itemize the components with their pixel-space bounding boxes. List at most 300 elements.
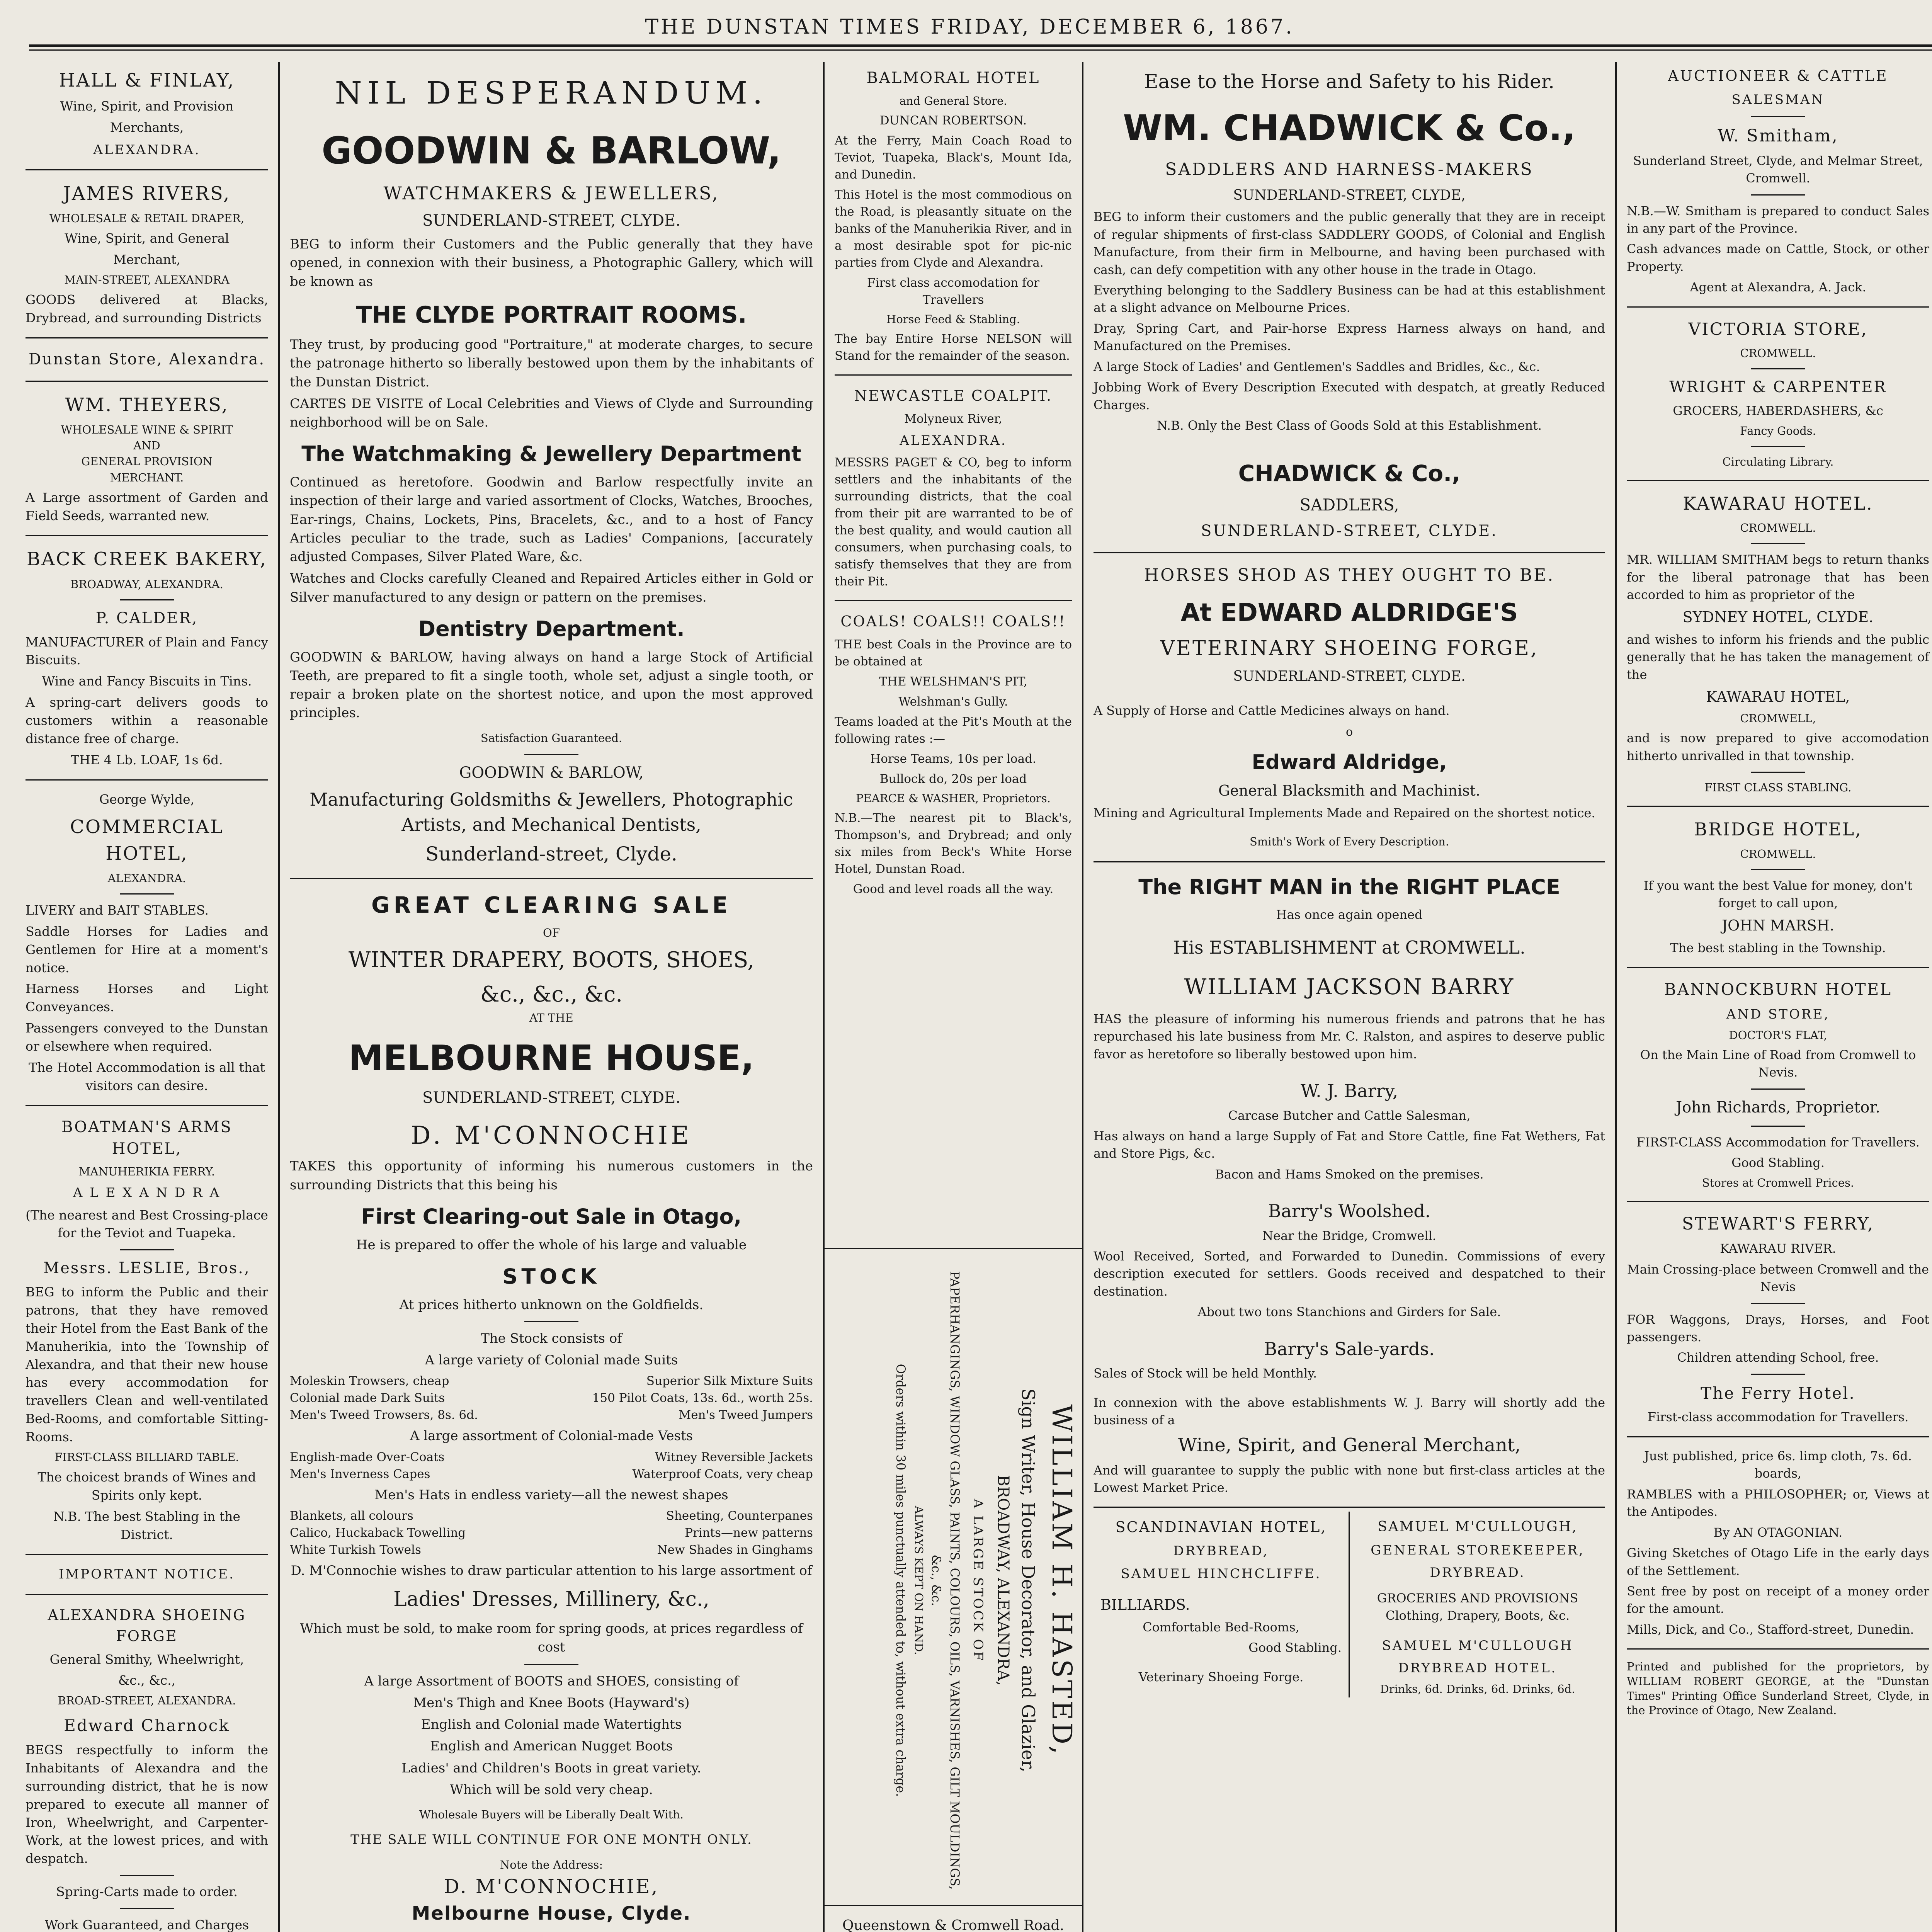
drinks: Drinks, 6d. Drinks, 6d. Drinks, 6d. (1380, 1682, 1575, 1696)
wine-merchant: Wine, Spirit, and General Merchant, (1178, 1434, 1521, 1456)
balmoral-line: and General Store. (899, 94, 1007, 107)
chadwick-text: N.B. Only the Best Class of Goods Sold at this Establishment. (1156, 418, 1542, 433)
sent-free: Sent free by post on receipt of a money order for the amount. (1627, 1583, 1929, 1616)
scandinavian-owner: SAMUEL HINCHCLIFFE. (1121, 1566, 1321, 1582)
boots-line: Ladies' and Children's Boots in great variety. (401, 1760, 701, 1776)
short-rule (524, 1321, 578, 1322)
bannockburn-hotel: BANNOCKBURN HOTEL (1664, 980, 1892, 999)
commercial-hotel-title: COMMERCIAL HOTEL, (70, 816, 224, 864)
shoeing-forge: Veterinary Shoeing Forge. (1138, 1669, 1304, 1684)
chadwick-title: WM. CHADWICK & Co., (1123, 107, 1576, 149)
bridge-text: If you want the best Value for money, don't forget to call upon, (1643, 878, 1913, 911)
wright-carpenter: WRIGHT & CARPENTER (1669, 378, 1887, 396)
divider (1627, 1201, 1929, 1202)
chadwick-text: Dray, Spring Cart, and Pair-horse Express Harness always on hand, and Manufactured on the Premises. (1094, 321, 1605, 354)
mccullough-text: GROCERIES AND PROVISIONS Clothing, Drapery, Boots, &c. (1377, 1591, 1578, 1623)
smith-work: Smith's Work of Every Description. (1249, 835, 1449, 848)
blanket-left: Blankets, all colours (290, 1509, 413, 1523)
boots-line: English and American Nugget Boots (430, 1738, 673, 1754)
hasted-advertisement (831, 1260, 1082, 1901)
masthead-rule (29, 44, 1932, 47)
mills-dick: Mills, Dick, and Co., Stafford-street, Dunedin. (1627, 1622, 1914, 1637)
sale-text: At prices hitherto unknown on the Goldfields. (399, 1297, 704, 1313)
stock-sales: Sales of Stock will be held Monthly. (1094, 1366, 1317, 1381)
marsh-text: The best stabling in the Township. (1670, 940, 1886, 955)
divider (1094, 861, 1605, 862)
mccullough-title: SAMUEL M'CULLOUGH, (1378, 1519, 1578, 1535)
establishment: His ESTABLISHMENT at CROMWELL. (1173, 937, 1526, 958)
coals-text: Teams loaded at the Pit's Mouth at the following rates :— (835, 714, 1072, 746)
barry-text: HAS the pleasure of informing his numerous friends and patrons that he has repurchased his late business from Mr. C. Ralston, and aspires to deserve public favor as heretofore so liberally bestowed upon him. (1094, 1011, 1605, 1061)
satisfaction: Satisfaction Guaranteed. (480, 731, 622, 745)
livery-text: Passengers conveyed to the Dunstan or elsewhere when required. (26, 1020, 268, 1054)
divider (835, 600, 1072, 601)
balmoral-text: Horse Feed & Stabling. (886, 313, 1020, 326)
boots-line: A large Assortment of BOOTS and SHOES, consisting of (364, 1673, 739, 1689)
james-rivers-title: JAMES RIVERS, (63, 183, 231, 205)
balmoral-title: BALMORAL HOTEL (866, 69, 1040, 87)
sale-text: He is prepared to offer the whole of his large and valuable (356, 1237, 747, 1253)
stock-heading: STOCK (502, 1264, 600, 1289)
leslie-text: BEG to inform the Public and their patrons, that they have removed their Hotel from the East Bank of the Manuherikia, into the Township of Alexandra, and that their new house has every accommodation for travellers Clean and well-ventilated Bed-Rooms, and comfortable Sitting-Rooms. (26, 1284, 268, 1444)
suit-left: Colonial made Dark Suits (290, 1391, 445, 1405)
chadwick-text: Everything belonging to the Saddlery Business can be had at this establishment at a slight advance on Melbourne Prices. (1094, 282, 1605, 315)
short-rule (1751, 543, 1805, 544)
boatman-title: BOATMAN'S ARMS HOTEL, (61, 1118, 232, 1158)
short-rule (1751, 116, 1805, 117)
divider (290, 878, 813, 879)
goodwin-text: Continued as heretofore. Goodwin and Barlow respectfully invite an inspection of their large and varied assortment of Clocks, Watches, Brooches, Ear-rings, Chains, Lockets, Pins, Bracelets, &c., and to a host of Fancy Articles peculiar to the trade, such as Ladies' Companions, [accurately adjusted Compases, Silver Plated Ware, &c. (290, 474, 813, 565)
blanket-right: Prints—new patterns (685, 1526, 813, 1540)
coats-row (290, 1466, 813, 1483)
mccullough-trade: GENERAL STOREKEEPER, (1371, 1542, 1585, 1558)
hasted-stock: A LARGE STOCK OF (970, 1498, 986, 1662)
hasted-place: BROADWAY, ALEXANDRA, (994, 1475, 1012, 1686)
suits-row (290, 1406, 813, 1423)
balmoral-text: At the Ferry, Main Coach Road to Teviot, Tuapeka, Black's, Mount Ida, and Dunedin. (835, 133, 1072, 182)
short-rule (1751, 1088, 1805, 1090)
richards-stabling: Good Stabling. (1731, 1155, 1825, 1170)
goodwin-text: They trust, by producing good "Portraiture," at moderate charges, to secure the patronage hitherto so liberally bestowed upon them by the inhabitants of the Dunstan District. (290, 337, 813, 390)
bannockburn-store: AND STORE, (1726, 1006, 1830, 1022)
column-5 (1617, 62, 1932, 1932)
kawarau-hotel-2: KAWARAU HOTEL, (1706, 688, 1850, 706)
important-notice: IMPORTANT NOTICE. (59, 1566, 235, 1582)
stewart-text: Children attending School, free. (1677, 1350, 1879, 1365)
stabling: Good Stabling. (1248, 1640, 1342, 1655)
smitham-agent: Agent at Alexandra, A. Jack. (1690, 280, 1866, 295)
divider (825, 1248, 1082, 1249)
coal-line: Molyneux River, (904, 412, 1002, 426)
james-rivers-line: MAIN-STREET, ALEXANDRA (64, 273, 230, 287)
blankets-row (290, 1524, 813, 1541)
horses-shod: HORSES SHOD AS THEY OUGHT TO BE. (1144, 565, 1555, 585)
chadwick-text: BEG to inform their customers and the public generally that they are in receipt of regular shipments of first-class SADDLERY GOODS, of Colonial and English Manufacture, from their firm in Melbourne, and having been purchased with cash, can defy competition with any other house in the trade in Otago. (1094, 209, 1605, 277)
hasted-name: WILLIAM H. HASTED, (1046, 1404, 1078, 1757)
short-rule (524, 754, 578, 755)
first-sale-heading: First Clearing-out Sale in Otago, (361, 1204, 742, 1229)
balmoral-name: DUNCAN ROBERTSON. (879, 113, 1027, 128)
suit-right: Superior Silk Mixture Suits (646, 1374, 813, 1388)
calder-text: A spring-cart delivers goods to customers within a reasonable distance free of charge. (26, 695, 268, 746)
aldridge-heading: At EDWARD ALDRIDGE'S (1180, 598, 1518, 627)
leslie-nb: N.B. The best Stabling in the District. (53, 1509, 241, 1542)
coals-roads: Good and level roads all the way. (853, 882, 1054, 896)
suit-left: Moleskin Trowsers, cheap (290, 1374, 449, 1388)
james-rivers-line: WHOLESALE & RETAIL DRAPER, (49, 212, 245, 225)
blanket-left: Calico, Huckaback Towelling (290, 1526, 466, 1540)
barry-text: Bacon and Hams Smoked on the premises. (1215, 1167, 1484, 1182)
hall-finlay-title: HALL & FINLAY, (59, 70, 235, 91)
coat-right: Waterproof Coats, very cheap (632, 1467, 813, 1481)
kawarau-text: and wishes to inform his friends and the public generally that he has taken the management of the (1627, 632, 1929, 682)
james-rivers-line: Merchant, (113, 252, 180, 267)
goodwin-text: GOODWIN & BARLOW, having always on hand a large Stock of Artificial Teeth, are prepared to fit a single tooth, whole set, adjust a single tooth, or repair a broken plate on the shortest notice, and upon the most approved principles. (290, 649, 813, 721)
balmoral-text: First class accomodation for Travellers (867, 276, 1039, 307)
goodwin-signature: GOODWIN & BARLOW, (459, 764, 644, 782)
john-richards: John Richards, Proprietor. (1676, 1098, 1880, 1116)
mccullough-sig: SAMUEL M'CULLOUGH (1382, 1638, 1573, 1653)
back-creek-bakery-title: BACK CREEK BAKERY, (26, 548, 267, 570)
rambles-title: RAMBLES with a PHILOSOPHER; or, Views at the Antipodes. (1627, 1486, 1929, 1519)
boatman-text: (The nearest and Best Crossing-place for the Teviot and Tuapeka. (26, 1207, 268, 1241)
chadwick-street-sig: SUNDERLAND-STREET, CLYDE. (1201, 522, 1498, 540)
auctioneer-title: AUCTIONEER & CATTLE (1668, 67, 1888, 84)
short-rule (1751, 772, 1805, 773)
note-address: Note the Address: (500, 1858, 603, 1871)
short-rule (1751, 869, 1805, 870)
wholesale-buyers: Wholesale Buyers will be Liberally Dealt With. (419, 1808, 684, 1821)
column-2 (280, 62, 823, 1932)
saleyards: Barry's Sale-yards. (1264, 1338, 1435, 1359)
boatman-place: A L E X A N D R A (73, 1185, 221, 1201)
goodwin-signature: Manufacturing Goldsmiths & Jewellers, Photographic Artists, and Mechanical Dentists, (310, 789, 793, 835)
theyers-line: AND (133, 439, 160, 452)
right-man-heading: The RIGHT MAN in the RIGHT PLACE (1138, 874, 1560, 899)
theyers-line: MERCHANT. (110, 471, 184, 484)
richards-stores: Stores at Cromwell Prices. (1702, 1176, 1854, 1189)
chadwick-saddlers: SADDLERS, (1299, 495, 1399, 514)
mconnochie-name: D. M'CONNOCHIE (411, 1121, 692, 1150)
leslie-billiard: FIRST-CLASS BILLIARD TABLE. (54, 1450, 239, 1464)
blankets-row (290, 1507, 813, 1524)
victoria-place: CROMWELL. (1740, 347, 1816, 360)
divider (1627, 1436, 1929, 1437)
butcher: Carcase Butcher and Cattle Salesman, (1228, 1108, 1471, 1123)
kawarau-text: MR. WILLIAM SMITHAM begs to return thanks for the liberal patronage that has been accorded to him as proprietor of the (1627, 552, 1929, 602)
aldridge-name: Edward Aldridge, (1252, 750, 1447, 774)
scandinavian-ad (1094, 1512, 1349, 1697)
divider (26, 337, 268, 338)
shoeing-forge-title: ALEXANDRA SHOEING FORGE (48, 1606, 246, 1645)
stewart-text: FOR Waggons, Drays, Horses, and Foot passengers. (1627, 1312, 1929, 1344)
divider (26, 1594, 268, 1595)
james-rivers-line: Wine, Spirit, and General (65, 231, 229, 246)
coals-nb: N.B.—The nearest pit to Black's, Thompson's, and Drybread; and only six miles from Beck's White Horse Hotel, Dunstan Road. (835, 811, 1072, 876)
hall-finlay-place: ALEXANDRA. (93, 142, 201, 158)
coat-left: English-made Over-Coats (290, 1450, 445, 1464)
blanket-left: White Turkish Towels (290, 1543, 421, 1557)
ferry-text: First-class accommodation for Travellers. (1647, 1410, 1909, 1425)
mconnochie-signature: D. M'CONNOCHIE, (444, 1875, 659, 1898)
charnock-carts: Spring-Carts made to order. (56, 1884, 238, 1900)
dunstan-store: Dunstan Store, Alexandra. (28, 350, 265, 369)
scandinavian-title: SCANDINAVIAN HOTEL, (1115, 1519, 1327, 1536)
ease-heading: Ease to the Horse and Safety to his Rider. (1144, 70, 1554, 93)
sale-of: OF (543, 926, 560, 939)
leslie-wines: The choicest brands of Wines and Spirits only kept. (37, 1469, 256, 1503)
divider (26, 1105, 268, 1106)
calder-loaf: THE 4 Lb. LOAF, 1s 6d. (71, 752, 223, 767)
divider (1627, 967, 1929, 968)
ornament: o (1345, 725, 1353, 739)
boots-line: Men's Thigh and Knee Boots (Hayward's) (413, 1695, 690, 1711)
divider (26, 169, 268, 170)
balmoral-text: This Hotel is the most commodious on the Road, is pleasantly situate on the banks of the Manuherikia River, and in a most desirable spot for pic-nic parties from Clyde and Alexandra. (835, 188, 1072, 270)
welshman-pit: THE WELSHMAN'S PIT, (879, 674, 1027, 689)
column-4 (1083, 62, 1615, 1932)
short-rule (1751, 194, 1805, 196)
billiards: BILLIARDS. (1100, 1596, 1190, 1613)
reopened: Has once again opened (1276, 907, 1423, 922)
coals-rate: Bullock do, 20s per load (879, 772, 1027, 786)
aldridge-trade: General Blacksmith and Machinist. (1218, 782, 1480, 799)
kawarau-text: and is now prepared to give accomodation hitherto unrivalled in that township. (1627, 731, 1929, 763)
coal-place: ALEXANDRA. (900, 433, 1007, 449)
sale-month: THE SALE WILL CONTINUE FOR ONE MONTH ONLY. (350, 1832, 752, 1848)
column-3-lower (825, 1913, 1082, 1932)
stewart-river: KAWARAU RIVER. (1720, 1241, 1836, 1256)
short-rule (1751, 368, 1805, 369)
suits-intro: A large variety of Colonial made Suits (425, 1352, 678, 1368)
sale-etc: &c., &c., &c. (480, 982, 623, 1007)
stewart-text: Main Crossing-place between Cromwell and the Nevis (1627, 1262, 1929, 1294)
balmoral-text: The bay Entire Horse NELSON will Stand for the remainder of the season. (835, 332, 1072, 363)
short-rule (1751, 1126, 1805, 1127)
blankets-row (290, 1541, 813, 1558)
sale-text: TAKES this opportunity of informing his numerous customers in the surrounding Districts that this being his (290, 1158, 813, 1193)
divider (26, 381, 268, 382)
stanchions: About two tons Stanchions and Girders for Sale. (1197, 1304, 1501, 1320)
suit-left: Men's Tweed Trowsers, 8s. 6d. (290, 1408, 478, 1422)
divider (825, 1905, 1082, 1906)
short-rule (1751, 1303, 1805, 1304)
coat-left: Men's Inverness Capes (290, 1467, 430, 1481)
hall-finlay-line: Wine, Spirit, and Provision (60, 99, 234, 114)
forge-line: BROAD-STREET, ALEXANDRA. (58, 1694, 236, 1708)
first-class-stabling: FIRST CLASS STABLING. (1704, 781, 1852, 794)
nil-desperandum: NIL DESPERANDUM. (335, 75, 768, 111)
coal-text: MESSRS PAGET & CO, beg to inform settlers and the inhabitants of the surrounding districts, that the coal from their pit are warranted to be of the best quality, and would caution all consumers, when purchasing coals, to satisfy themselves that they are from their Pit. (835, 455, 1072, 588)
livery-text: The Hotel Accommodation is all that visitors can desire. (29, 1060, 265, 1093)
bannockburn-text: On the Main Line of Road from Cromwell to Nevis. (1640, 1048, 1916, 1080)
divider (26, 535, 268, 536)
drybread-hotel: DRYBREAD HOTEL. (1398, 1660, 1557, 1676)
goodwin-street: SUNDERLAND-STREET, CLYDE. (422, 212, 681, 230)
wj-barry: W. J. Barry, (1300, 1080, 1398, 1102)
clearing-sale-heading: GREAT CLEARING SALE (371, 892, 731, 918)
kawarau-place: CROMWELL. (1740, 521, 1816, 535)
boots-line: English and Colonial made Watertights (421, 1717, 682, 1733)
bridge-place: CROMWELL. (1740, 847, 1816, 861)
circulating-library: Circulating Library. (1722, 455, 1834, 468)
newcastle-coalpit: NEWCASTLE COALPIT. (854, 387, 1053, 405)
column-1 (15, 62, 278, 1932)
connexion: In connexion with the above establishments W. J. Barry will shortly add the business of a (1094, 1395, 1605, 1427)
ladies-text: Which must be sold, to make room for spring goods, at prices regardless of cost (300, 1621, 803, 1655)
calder-text: MANUFACTURER of Plain and Fancy Biscuits. (26, 634, 268, 668)
smitham-cash: Cash advances made on Cattle, Stock, or other Property. (1627, 242, 1929, 274)
victoria-store: VICTORIA STORE, (1688, 319, 1868, 339)
short-rule (524, 1664, 578, 1665)
suits-row (290, 1372, 813, 1389)
theyers-line: WHOLESALE WINE & SPIRIT (61, 423, 233, 437)
doctors-flat: DOCTOR'S FLAT, (1729, 1028, 1827, 1042)
wright-trade: GROCERS, HABERDASHERS, &c (1673, 403, 1883, 418)
woolshed: Barry's Woolshed. (1268, 1201, 1431, 1222)
short-rule (1751, 446, 1805, 447)
melbourne-address: Melbourne House, Clyde. (412, 1902, 691, 1924)
smitham-addr: Sunderland Street, Clyde, and Melmar Street, Cromwell. (1633, 153, 1923, 186)
aldridge-text: A Supply of Horse and Cattle Medicines always on hand. (1094, 703, 1450, 718)
chadwick-trade: SADDLERS AND HARNESS-MAKERS (1165, 159, 1534, 179)
charnock-text: BEGS respectfully to inform the Inhabitants of Alexandra and the surrounding district, that he is now prepared to execute all manner of Iron, Wheelwright, and Carpenter-Work, at the lowest prices, and with despatch. (26, 1742, 268, 1866)
boatman-line: MANUHERIKIA FERRY. (78, 1165, 215, 1179)
hall-finlay-line: Merchants, (110, 120, 184, 135)
john-marsh: JOHN MARSH. (1721, 917, 1835, 934)
goodwin-barlow-title: GOODWIN & BARLOW, (321, 129, 781, 172)
divider (1094, 552, 1605, 553)
coats-row (290, 1449, 813, 1466)
clyde-portrait-rooms: THE CLYDE PORTRAIT ROOMS. (356, 301, 747, 328)
smitham-name: W. Smitham, (1718, 126, 1838, 146)
boots-line: Which will be sold very cheap. (450, 1782, 653, 1798)
short-rule (120, 1908, 174, 1909)
hasted-kept: ALWAYS KEPT ON HAND. (912, 1505, 925, 1655)
aldridge-street: SUNDERLAND-STREET, CLYDE. (1233, 668, 1466, 685)
hats: Men's Hats in endless variety—all the newest shapes (374, 1487, 728, 1503)
chadwick-text: A large Stock of Ladies' and Gentlemen's Saddles and Bridles, &c., &c. (1094, 359, 1540, 374)
commercial-place: ALEXANDRA. (107, 871, 186, 885)
wylde-name: George Wylde, (99, 791, 195, 807)
attention: D. M'Connochie wishes to draw particular attention to his large assortment of (291, 1563, 812, 1578)
masthead: THE DUNSTAN TIMES FRIDAY, DECEMBER 6, 1867. (645, 15, 1294, 39)
short-rule (120, 893, 174, 895)
hasted-goods: PAPERHANGINGS, WINDOW GLASS, PAINTS, COLOURS, OILS, VARNISHES, GILT MOULDINGS, &c., &c. (929, 1271, 962, 1890)
james-rivers-text: GOODS delivered at Blacks, Drybread, and surrounding Districts (26, 292, 268, 326)
bakery-place: BROADWAY, ALEXANDRA. (70, 577, 223, 591)
smitham-nb: N.B.—W. Smitham is prepared to conduct Sales in any part of the Province. (1627, 203, 1929, 236)
theyers-line: GENERAL PROVISION (81, 455, 213, 468)
forge-line: &c., &c., (118, 1673, 176, 1688)
charnock-name: Edward Charnock (64, 1716, 230, 1735)
ladies-heading: Ladies' Dresses, Millinery, &c., (393, 1588, 709, 1611)
mccullough-ad (1349, 1512, 1605, 1697)
guarantee: And will guarantee to supply the public with none but first-class articles at the Lowest Market Price. (1094, 1463, 1605, 1495)
suit-right: 150 Pilot Coats, 13s. 6d., worth 25s. (592, 1391, 813, 1405)
goodwin-text: Watches and Clocks carefully Cleaned and Repaired Articles either in Gold or Silver manufactured to any design or pattern on the premises. (290, 571, 813, 605)
sydney-hotel: SYDNEY HOTEL, CLYDE. (1682, 608, 1874, 626)
kawarau-place-2: CROMWELL, (1740, 711, 1816, 725)
hasted-trade: Sign Writer, House Decorator, and Glazier, (1018, 1388, 1039, 1772)
sale-items: WINTER DRAPERY, BOOTS, SHOES, (348, 947, 755, 973)
bottom-ads (1094, 1512, 1605, 1697)
suit-right: Men's Tweed Jumpers (679, 1408, 813, 1422)
hasted-orders: Orders within 30 miles punctually attended to, without extra charge. (893, 1364, 908, 1797)
sale-street: SUNDERLAND-STREET, CLYDE. (422, 1088, 681, 1107)
goodwin-trade: WATCHMAKERS & JEWELLERS, (383, 182, 719, 204)
suits-row (290, 1389, 813, 1406)
stewarts-ferry: STEWART'S FERRY, (1682, 1214, 1874, 1234)
goodwin-text: BEG to inform their Customers and the Public generally that they have opened, in connexion with their business, a Photographic Gallery, which will be known as (290, 236, 813, 289)
coals-heading: COALS! COALS!! COALS!! (840, 612, 1066, 630)
stock-consists: The Stock consists of (481, 1330, 622, 1346)
charnock-work: Work Guaranteed, and Charges (44, 1917, 249, 1932)
fancy-goods: Fancy Goods. (1740, 424, 1816, 437)
divider (835, 374, 1072, 376)
sale-at: AT THE (529, 1011, 573, 1024)
scandinavian-place: DRYBREAD, (1173, 1543, 1269, 1559)
coals-text: THE best Coals in the Province are to be obtained at (835, 637, 1072, 668)
blanket-right: Sheeting, Counterpanes (666, 1509, 813, 1523)
queenstown-road: Queenstown & Cromwell Road. (842, 1918, 1064, 1932)
bridge-hotel: BRIDGE HOTEL, (1694, 819, 1862, 840)
richards-text: FIRST-CLASS Accommodation for Travellers. (1636, 1134, 1920, 1150)
short-rule (120, 1249, 174, 1250)
chadwick-street: SUNDERLAND-STREET, CLYDE, (1233, 187, 1466, 204)
short-rule (1751, 1374, 1805, 1375)
printer-imprint: Printed and published for the proprietors, by WILLIAM ROBERT GEORGE, at the "Dunstan Times" Printing Office Sunderland Street, Clyde, in the Province of Otago, New Zealand. (1627, 1660, 1929, 1717)
ferry-hotel: The Ferry Hotel. (1701, 1383, 1855, 1403)
divider (1627, 806, 1929, 807)
goodwin-signature: Sunderland-street, Clyde. (425, 843, 677, 866)
forge-line: General Smithy, Wheelwright, (49, 1651, 244, 1667)
calder-text: Wine and Fancy Biscuits in Tins. (42, 673, 252, 689)
mccullough-place: DRYBREAD. (1430, 1565, 1526, 1580)
chadwick-text: Jobbing Work of Every Description Executed with despatch, at greatly Reduced Charges. (1094, 380, 1605, 412)
short-rule (120, 1875, 174, 1876)
vests: A large assortment of Colonial-made Vests (410, 1428, 693, 1444)
bed-rooms: Comfortable Bed-Rooms, (1143, 1619, 1299, 1634)
masthead-rule-thin (29, 49, 1932, 51)
aldridge-forge: VETERINARY SHOEING FORGE, (1160, 636, 1539, 660)
watchmaking-heading: The Watchmaking & Jewellery Department (301, 442, 801, 466)
aldridge-text: Mining and Agricultural Implements Made and Repaired on the shortest notice. (1094, 806, 1595, 821)
calder-name: P. CALDER, (95, 609, 198, 627)
divider (26, 1554, 268, 1555)
just-published: Just published, price 6s. limp cloth, 7s. 6d. boards, (1644, 1448, 1912, 1481)
welshman-gully: Welshman's Gully. (898, 694, 1008, 709)
melbourne-house: MELBOURNE HOUSE, (349, 1037, 754, 1078)
divider (1627, 480, 1929, 481)
wool-text: Wool Received, Sorted, and Forwarded to Dunedin. Commissions of every description executed for settlers. Goods received and despatched to their destination. (1094, 1249, 1605, 1299)
by-otagonian: By AN OTAGONIAN. (1713, 1525, 1843, 1540)
divider (1094, 1507, 1605, 1508)
livery-text: LIVERY and BAIT STABLES. (26, 902, 209, 918)
short-rule (120, 599, 174, 600)
coals-rate: Horse Teams, 10s per load. (870, 752, 1036, 766)
divider (1627, 306, 1929, 308)
livery-text: Saddle Horses for Ladies and Gentlemen for Hire at a moment's notice. (26, 923, 268, 975)
barry-text: Has always on hand a large Supply of Fat and Store Cattle, fine Fat Wethers, Fat and Store Pigs, &c. (1094, 1128, 1605, 1161)
giving-sketches: Giving Sketches of Otago Life in the early days of the Settlement. (1627, 1546, 1929, 1578)
divider (26, 779, 268, 781)
coat-right: Witney Reversible Jackets (655, 1450, 813, 1464)
kawarau-hotel: KAWARAU HOTEL. (1683, 493, 1873, 514)
dentistry-heading: Dentistry Department. (418, 616, 685, 641)
blanket-right: New Shades in Ginghams (657, 1543, 813, 1557)
livery-text: Harness Horses and Light Conveyances. (26, 981, 268, 1015)
